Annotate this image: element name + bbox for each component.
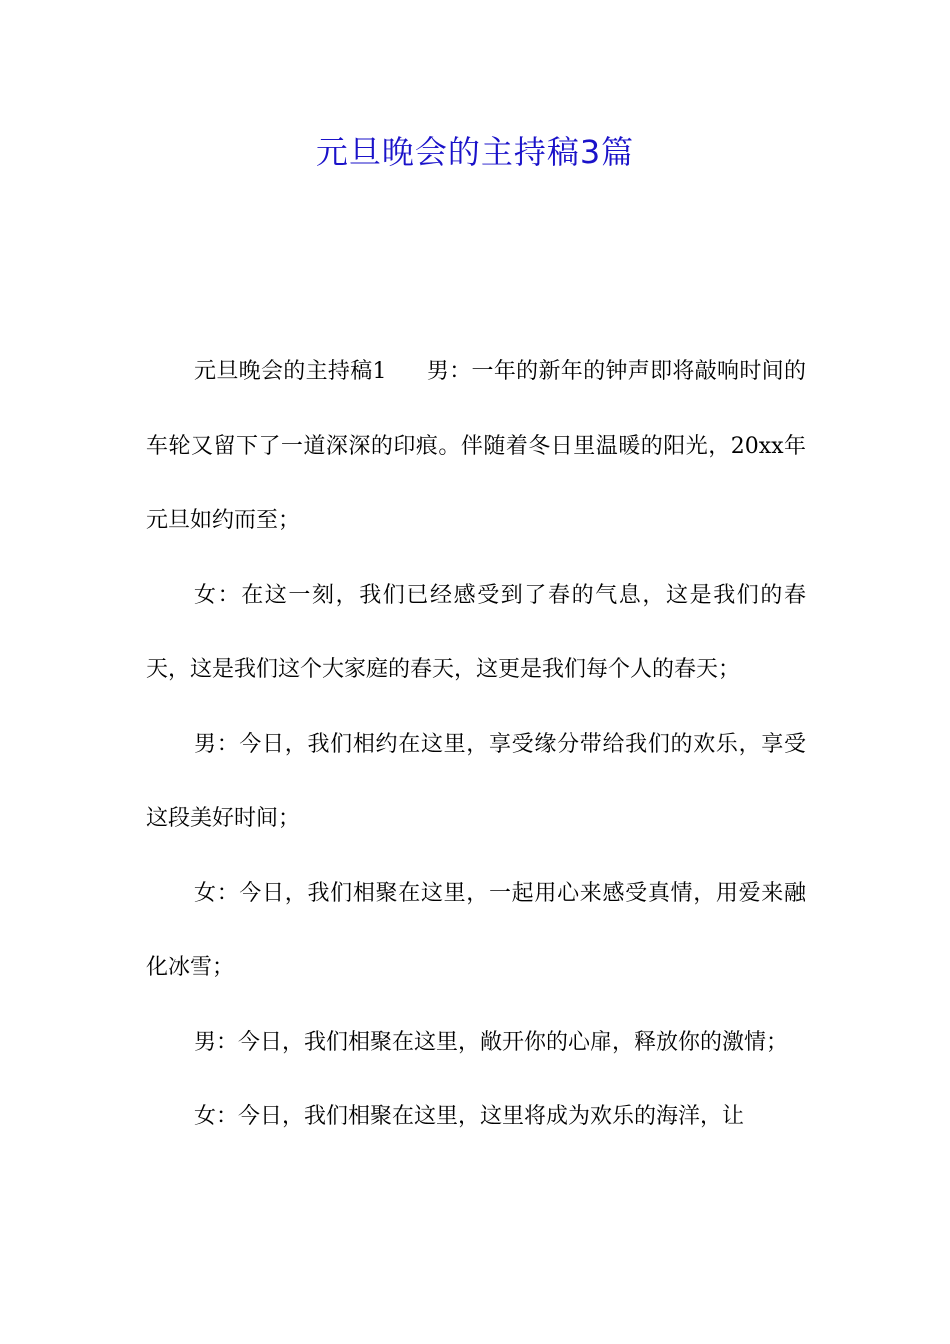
paragraph-4 bbox=[146, 857, 806, 1006]
document-body bbox=[146, 335, 806, 1155]
paragraph-1 bbox=[146, 335, 806, 559]
paragraph-6 bbox=[146, 1080, 806, 1155]
paragraph-text: 女：在这一刻，我们已经感受到了春的气息，这是我们的春天，这是我们这个大家庭的春天，这更是我们每个人的春天； bbox=[146, 582, 806, 682]
section-heading: 元旦晚会的主持稿1 bbox=[194, 359, 387, 384]
paragraph-3 bbox=[146, 708, 806, 857]
document-title: 元旦晚会的主持稿3篇 bbox=[315, 133, 635, 171]
paragraph-2 bbox=[146, 559, 806, 708]
paragraph-text: 女：今日，我们相聚在这里，一起用心来感受真情，用爱来融化冰雪； bbox=[146, 880, 806, 980]
paragraph-5 bbox=[146, 1006, 806, 1081]
paragraph-text: 男：今日，我们相聚在这里，敞开你的心扉，释放你的激情； bbox=[194, 1029, 789, 1055]
paragraph-text: 女：今日，我们相聚在这里，这里将成为欢乐的海洋，让 bbox=[194, 1104, 745, 1129]
paragraph-text: 男：今日，我们相约在这里，享受缘分带给我们的欢乐，享受这段美好时间； bbox=[146, 731, 806, 831]
paragraph-text: 男：一年的新年的钟声即将敲响时间的车轮又留下了一道深深的印痕。伴随着冬日里温暖的阳光，20xx年元旦如约而至； bbox=[146, 359, 806, 533]
